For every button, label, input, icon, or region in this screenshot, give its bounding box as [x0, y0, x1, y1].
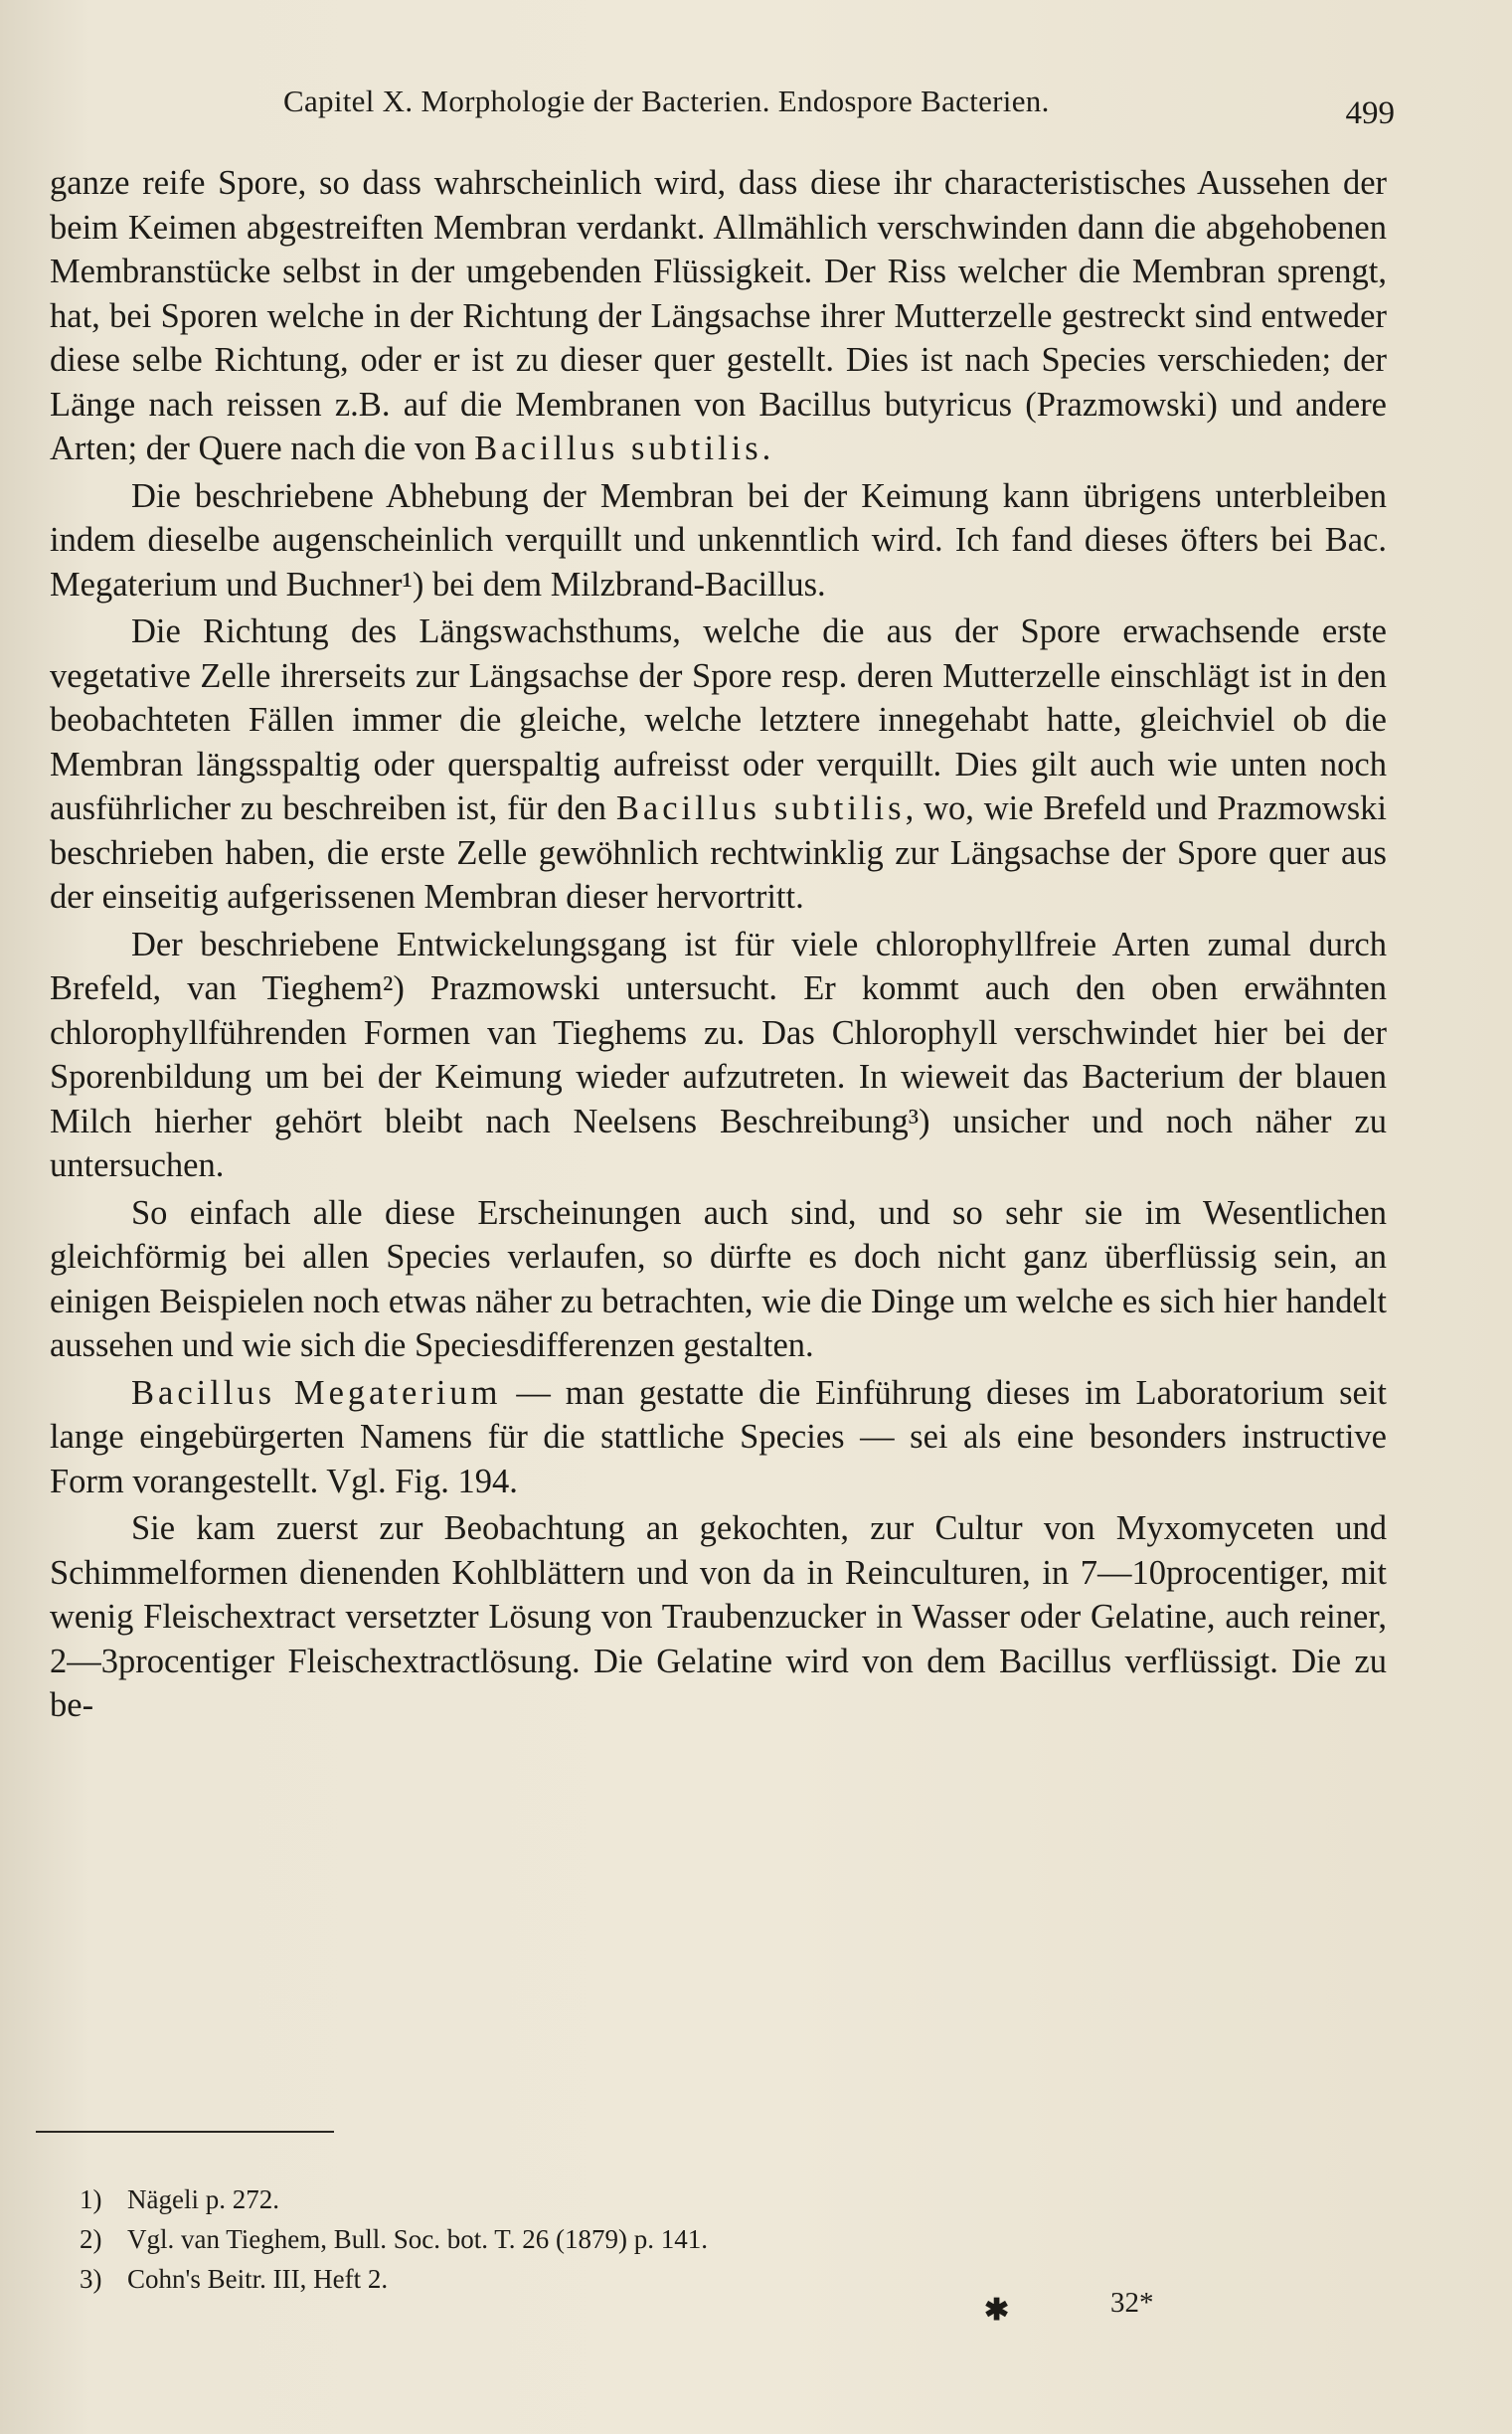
- page-header: [283, 78, 1395, 137]
- body-text: [50, 161, 1387, 1731]
- footnotes: [80, 2179, 708, 2299]
- paragraph-1-end: .: [761, 430, 771, 467]
- paragraph-6: [50, 1371, 1387, 1504]
- ink-mark-icon: ✱: [984, 2294, 1010, 2327]
- paragraph-3-text: Die Richtung des Längswachsthums, welche die aus der Spore erwachsende erste vegetative Zelle ihrerseits zur Längsachse der Spore resp. deren Mutterzelle einschlägt ist in den beobachteten Fällen immer die gleiche, welche letztere innegehabt hatte, gleichviel ob die Membran längsspaltig oder querspaltig aufreisst oder verquillt. Dies gilt auch wie unten noch ausführlicher zu beschreiben ist, für den: [50, 612, 1387, 827]
- paragraph-2: Die beschriebene Abhebung der Membran bei der Keimung kann übrigens unterbleiben indem dieselbe augenscheinlich verquillt und unkenntlich wird. Ich fand dieses öfters bei Bac. Megaterium und Buchner¹) bei dem Milzbrand-Bacillus.: [50, 476, 1387, 604]
- paragraph-3: [50, 609, 1387, 920]
- paragraph-6-text: — man gestatte die Einführung dieses im Laboratorium seit lange eingebürgerten Namens für die stattliche Species — sei als eine besonders instructive Form vorangestellt. Vgl. Fig. 194.: [50, 1373, 1387, 1500]
- species-name: Bacillus Megaterium: [131, 1373, 502, 1412]
- footnote-text: Cohn's Beitr. III, Heft 2.: [127, 2264, 389, 2294]
- species-name: Bacillus subtilis: [615, 789, 906, 827]
- running-title: Capitel X. Morphologie der Bacterien. Endospore Bacterien.: [283, 84, 1050, 118]
- footnote-3: [80, 2259, 708, 2299]
- paragraph-7: Sie kam zuerst zur Beobachtung an gekochten, zur Cultur von Myxomyceten und Schimmelformen dienenden Kohlblättern und von da in Reinculturen, in 7—10procentiger, mit wenig Fleischextract versetzter Lösung von Traubenzucker in Wasser oder Gelatine, auch reiner, 2—3procentiger Fleischextractlösung. Die Gelatine wird von dem Bacillus verflüssigt. Die zu be-: [50, 1509, 1387, 1724]
- footnote-text: Nägeli p. 272.: [127, 2184, 279, 2214]
- footnote-divider: [36, 2131, 334, 2133]
- paragraph-4: Der beschriebene Entwickelungsgang ist für viele chlorophyllfreie Arten zumal durch Brefeld, van Tieghem²) Prazmowski untersucht. Er kommt auch den oben erwähnten chlorophyllführenden Formen van Tieghems zu. Das Chlorophyll verschwindet hier bei der Sporenbildung um bei der Keimung wieder aufzutreten. In wieweit das Bacterium der blauen Milch hierher gehört bleibt nach Neelsens Beschreibung³) unsicher und noch näher zu untersuchen.: [50, 925, 1387, 1184]
- footnote-2: [80, 2219, 708, 2259]
- footnote-text: Vgl. van Tieghem, Bull. Soc. bot. T. 26 (1879) p. 141.: [127, 2224, 709, 2254]
- signature-mark: 32*: [1110, 2287, 1154, 2319]
- footnote-1: [80, 2179, 708, 2219]
- paragraph-1: [50, 161, 1387, 471]
- species-name: Bacillus subtilis: [474, 430, 762, 467]
- paragraph-3-end: , wo, wie Brefeld und Prazmowski beschrieben haben, die erste Zelle gewöhnlich rechtwinklig zur Längsachse der Spore quer aus der einseitig aufgerissenen Membran dieser hervortritt.: [50, 789, 1387, 916]
- footnote-mark: 1): [80, 2184, 102, 2214]
- page-number: 499: [1345, 95, 1395, 131]
- paragraph-1-text: ganze reife Spore, so dass wahrscheinlich wird, dass diese ihr characteristisches Aussehen der beim Keimen abgestreiften Membran verdankt. Allmählich verschwinden dann die abgehobenen Membranstücke selbst in der umgebenden Flüssigkeit. Der Riss welcher die Membran sprengt, hat, bei Sporen welche in der Richtung der Längsachse ihrer Mutterzelle gestreckt sind entweder diese selbe Richtung, oder er ist zu dieser quer gestellt. Dies ist nach Species verschieden; der Länge nach reissen z.B. auf die Membranen von Bacillus butyricus (Prazmowski) und andere Arten; der Quere nach die von: [50, 164, 1387, 467]
- footnote-mark: 2): [80, 2224, 102, 2254]
- footnote-mark: 3): [80, 2264, 102, 2294]
- paragraph-5: So einfach alle diese Erscheinungen auch sind, und so sehr sie im Wesentlichen gleichförmig bei allen Species verlaufen, so dürfte es doch nicht ganz überflüssig sein, an einigen Beispielen noch etwas näher zu betrachten, wie die Dinge um welche es sich hier handelt aussehen und wie sich die Speciesdifferenzen gestalten.: [50, 1193, 1387, 1364]
